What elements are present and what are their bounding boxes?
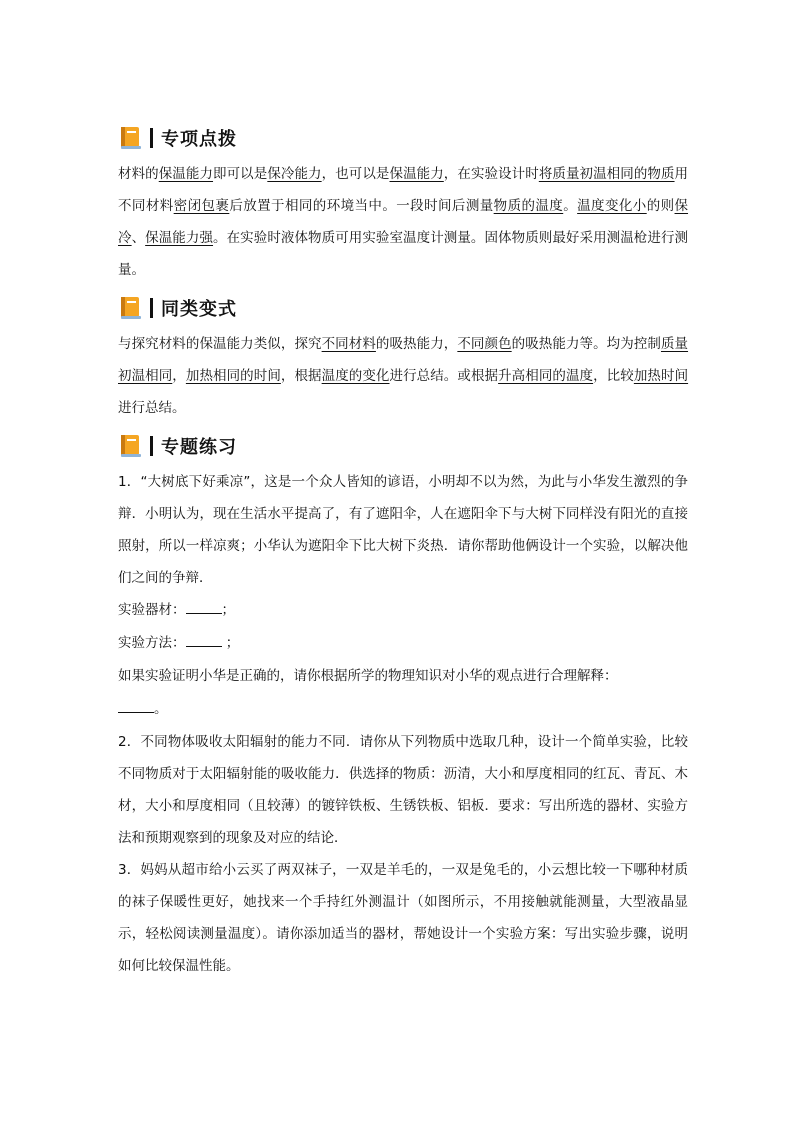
q1-method-line — [118, 627, 688, 660]
text-segment: 的则 — [646, 198, 675, 214]
book-icon — [118, 125, 144, 151]
text-segment: ，根据 — [280, 368, 322, 384]
header-divider-bar — [150, 298, 153, 318]
answer-blank[interactable] — [118, 698, 154, 713]
question-2-text: 2．不同物体吸收太阳辐射的能力不同．请你从下列物质中选取几种，设计一个简单实验，比较不同物质对于太阳辐射能的吸收能力．供选择的物质：沥清，大小和厚度相同的红瓦、青瓦、木材，大小和厚度相同（且较薄）的镀锌铁板、生锈铁板、铝板．要求：写出所选的器材、实验方法和预期观察到的现象及对应的结论． — [118, 734, 688, 846]
underlined-keyword: 物质的温度 — [493, 198, 564, 214]
q1-explain-line: 如果实验证明小华是正确的，请你根据所学的物理知识对小华的观点进行合理解释： — [118, 668, 618, 684]
book-icon — [118, 295, 144, 321]
header-divider-bar — [150, 128, 153, 148]
section-header-3 — [118, 430, 688, 462]
question-3-text: 3．妈妈从超市给小云买了两双袜子，一双是羊毛的，一双是兔毛的，小云想比较一下哪种材质的袜子保暖性更好，她找来一个手持红外测温计（如图所示，不用接触就能测量，大型液晶显示，轻松阅读测量温度）。请你添加适当的器材，帮她设计一个实验方案：写出实验步骤，说明如何比较保温性能。 — [118, 862, 688, 974]
text-segment: 材料的 — [118, 166, 159, 182]
section-header-1 — [118, 122, 688, 154]
book-icon — [118, 433, 144, 459]
underlined-keyword: 不同颜色 — [457, 336, 512, 352]
punctuation: 。 — [154, 701, 168, 717]
section-title: 专题练习 — [161, 437, 237, 458]
document-page — [118, 122, 688, 982]
underlined-keyword: 保温能力 — [158, 166, 214, 182]
underlined-keyword: 保温能力 — [389, 166, 444, 182]
text-segment: ， — [172, 368, 186, 384]
underlined-keyword: 密闭包裹 — [173, 198, 230, 214]
text-segment: 、 — [131, 230, 146, 246]
underlined-keyword: 质量初温相同 — [118, 336, 689, 384]
text-segment: 后放置于相同的环境当中。一段时间后测量 — [229, 198, 494, 214]
question-1-text: 1．“大树底下好乘凉”，这是一个众人皆知的谚语，小明却不以为然，为此与小华发生激烈的争辩．小明认为，现在生活水平提高了，有了遮阳伞，人在遮阳伞下与大树下同样没有阳光的直接照射，所以一样凉爽；小华认为遮阳伞下比大树下炎热．请你帮助他俩设计一个实验，以解决他们之间的争辩． — [118, 474, 688, 586]
section-header-2 — [118, 292, 688, 324]
section-2-paragraph — [118, 328, 688, 424]
text-segment: 。 — [563, 198, 578, 214]
text-segment: 的吸热能力， — [375, 336, 458, 352]
underlined-keyword: 将质量初温相同的物质 — [538, 166, 675, 182]
q1-explain-answer-line — [118, 693, 688, 726]
underlined-keyword: 保冷能力 — [267, 166, 322, 182]
q1-equipment-label: 实验器材： — [118, 602, 186, 618]
underlined-keyword: 不同材料 — [321, 336, 376, 352]
underlined-keyword: 温度的变化 — [321, 368, 390, 384]
underlined-keyword: 保冷 — [118, 198, 689, 246]
header-divider-bar — [150, 436, 153, 456]
text-segment: ，在实验设计时 — [443, 166, 539, 182]
section-1-paragraph — [118, 158, 688, 286]
text-segment: 与探究材料的保温能力类似，探究 — [118, 336, 322, 352]
answer-blank[interactable] — [186, 599, 222, 614]
underlined-keyword: 升高相同的温度 — [498, 368, 594, 384]
text-segment: 进行总结。 — [118, 400, 186, 416]
underlined-keyword: 保温能力强 — [145, 230, 214, 246]
punctuation: ； — [221, 602, 235, 618]
punctuation: ； — [221, 635, 240, 651]
text-segment: 。在实验时液体物质可用实验室温度计测量。固体物质则最好采用测温枪进行测量。 — [118, 230, 689, 278]
text-segment: 的吸热能力等。均为控制 — [511, 336, 661, 352]
text-segment: ，比较 — [593, 368, 634, 384]
text-segment: 进行总结。或根据 — [389, 368, 499, 384]
section-title: 专项点拨 — [161, 129, 237, 150]
text-segment: 用不同材料 — [118, 166, 689, 214]
underlined-keyword: 加热时间 — [633, 368, 689, 384]
answer-blank[interactable] — [186, 632, 222, 647]
text-segment: ，也可以是 — [321, 166, 390, 182]
underlined-keyword: 温度变化小 — [577, 198, 647, 214]
underlined-keyword: 加热相同的时间 — [185, 368, 281, 384]
section-title: 同类变式 — [161, 299, 237, 320]
q1-method-label: 实验方法： — [118, 635, 186, 651]
q1-equipment-line — [118, 594, 688, 627]
text-segment: 即可以是 — [213, 166, 268, 182]
